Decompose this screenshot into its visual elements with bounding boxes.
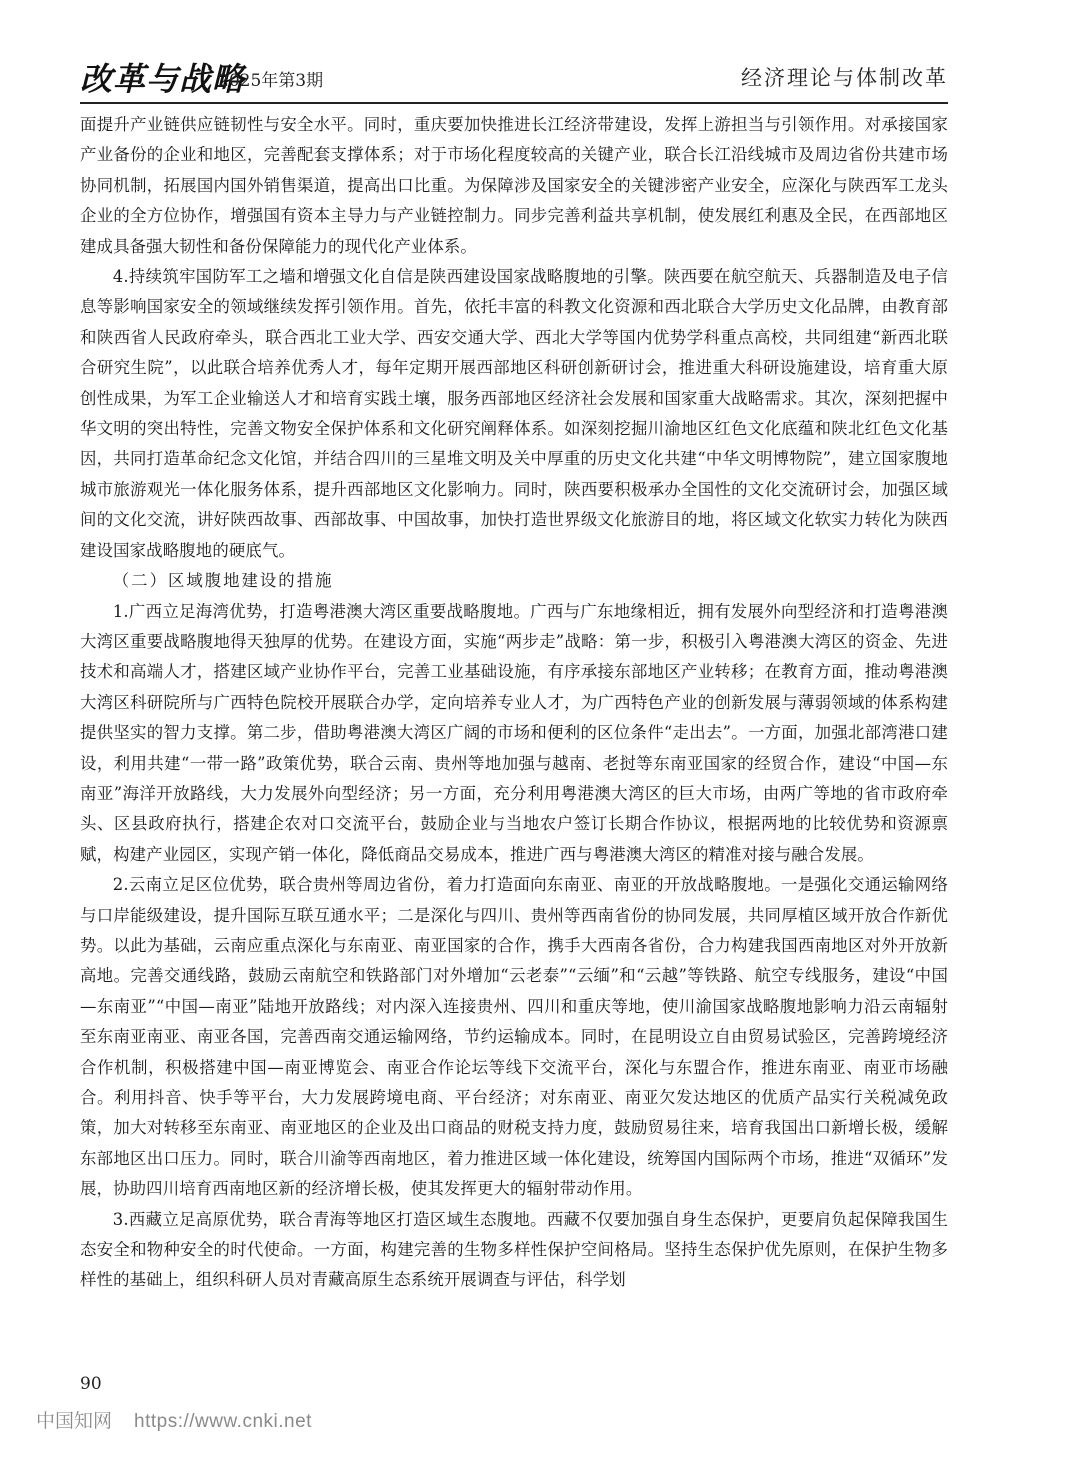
cnki-watermark — [36, 1406, 312, 1433]
header-divider — [80, 102, 948, 104]
journal-logo: 改革与战略 — [80, 60, 246, 98]
paragraph: 2.云南立足区位优势，联合贵州等周边省份，着力打造面向东南亚、南亚的开放战略腹地。一是强化交通运输网络与口岸能级建设，提升国际互联互通水平；二是深化与四川、贵州等西南省份的协同发展，共同厚植区域开放合作新优势。以此为基础，云南应重点深化与东南亚、南亚国家的合作，携手大西南各省份，合力构建我国西南地区对外开放新高地。完善交通线路，鼓励云南航空和铁路部门对外增加“云老泰”“云缅”和“云越”等铁路、航空专线服务，建设“中国—东南亚”“中国—南亚”陆地开放路线；对内深入连接贵州、四川和重庆等地，使川渝国家战略腹地影响力沿云南辐射至东南亚南亚、南亚各国，完善西南交通运输网络，节约运输成本。同时，在昆明设立自由贸易试验区，完善跨境经济合作机制，积极搭建中国—南亚博览会、南亚合作论坛等线下交流平台，深化与东盟合作，推进东南亚、南亚市场融合。利用抖音、快手等平台，大力发展跨境电商、平台经济；对东南亚、南亚欠发达地区的优质产品实行关税减免政策，加大对转移至东南亚、南亚地区的企业及出口商品的财税支持力度，鼓励贸易往来，培育我国出口新增长极，缓解东部地区出口压力。同时，联合川渝等西南地区，着力推进区域一体化建设，统筹国内国际两个市场，推进“双循环”发展，协助四川培育西南地区新的经济增长极，使其发挥更大的辐射带动作用。 — [80, 875, 948, 1199]
page-number: 90 — [80, 1374, 102, 1394]
paragraph: 4.持续筑牢国防军工之墙和增强文化自信是陕西建设国家战略腹地的引擎。陕西要在航空航天、兵器制造及电子信息等影响国家安全的领域继续发挥引领作用。首先，依托丰富的科教文化资源和西北联合大学历史文化品牌，由教育部和陕西省人民政府牵头，联合西北工业大学、西安交通大学、西北大学等国内优势学科重点高校，共同组建“新西北联合研究生院”，以此联合培养优秀人才，每年定期开展西部地区科研创新研讨会，推进重大科研设施建设，培育重大原创性成果，为军工企业输送人才和培育实践土壤，服务西部地区经济社会发展和国家重大战略需求。其次，深刻把握中华文明的突出特性，完善文物安全保护体系和文化研究阐释体系。如深刻挖掘川渝地区红色文化底蕴和陕北红色文化基因，共同打造革命纪念文化馆，并结合四川的三星堆文明及关中厚重的历史文化共建“中华文明博物院”，建立国家腹地城市旅游观光一体化服务体系，提升西部地区文化影响力。同时，陕西要积极承办全国性的文化交流研讨会，加强区域间的文化交流，讲好陕西故事、西部故事、中国故事，加快打造世界级文化旅游目的地，将区域文化软实力转化为陕西建设国家战略腹地的硬底气。 — [80, 267, 948, 560]
page-header — [80, 52, 948, 100]
section-title: 经济理论与体制改革 — [741, 66, 948, 90]
issue-label: 2025年第3期 — [218, 71, 324, 91]
subsection-heading: （二）区域腹地建设的措施 — [112, 571, 334, 591]
paragraph: 1.广西立足海湾优势，打造粤港澳大湾区重要战略腹地。广西与广东地缘相近，拥有发展外向型经济和打造粤港澳大湾区重要战略腹地得天独厚的优势。在建设方面，实施“两步走”战略：第一步，积极引入粤港澳大湾区的资金、先进技术和高端人才，搭建区域产业协作平台，完善工业基础设施，有序承接东部地区产业转移；在教育方面，推动粤港澳大湾区科研院所与广西特色院校开展联合办学，定向培养专业人才，为广西特色产业的创新发展与薄弱领域的体系构建提供坚实的智力支撑。第二步，借助粤港澳大湾区广阔的市场和便利的区位条件“走出去”。一方面，加强北部湾港口建设，利用共建“一带一路”政策优势，联合云南、贵州等地加强与越南、老挝等东南亚国家的经贸合作，建设“中国—东南亚”海洋开放路线，大力发展外向型经济；另一方面，充分利用粤港澳大湾区的巨大市场，由两广等地的省市政府牵头、区县政府执行，搭建企农对口交流平台，鼓励企业与当地农户签订长期合作协议，根据两地的比较优势和资源禀赋，构建产业园区，实现产销一体化，降低商品交易成本，推进广西与粤港澳大湾区的精准对接与融合发展。 — [80, 601, 948, 864]
article-body — [80, 110, 948, 1296]
paragraph: 3.西藏立足高原优势，联合青海等地区打造区域生态腹地。西藏不仅要加强自身生态保护，更要肩负起保障我国生态安全和物种安全的时代使命。一方面，构建完善的生物多样性保护空间格局。坚持生态保护优先原则，在保护生物多样性的基础上，组织科研人员对青藏高原生态系统开展调查与评估，科学划 — [80, 1209, 948, 1290]
paragraph: 面提升产业链供应链韧性与安全水平。同时，重庆要加快推进长江经济带建设，发挥上游担当与引领作用。对承接国家产业备份的企业和地区，完善配套支撑体系；对于市场化程度较高的关键产业，联合长江沿线城市及周边省份共建市场协同机制，拓展国内国外销售渠道，提高出口比重。为保障涉及国家安全的关键涉密产业安全，应深化与陕西军工龙头企业的全方位协作，增强国有资本主导力与产业链控制力。同步完善利益共享机制，使发展红利惠及全民，在西部地区建成具备强大韧性和备份保障能力的现代化产业体系。 — [80, 115, 948, 256]
watermark-brand: 中国知网 — [36, 1410, 113, 1432]
watermark-url: https://www.cnki.net — [134, 1411, 312, 1432]
